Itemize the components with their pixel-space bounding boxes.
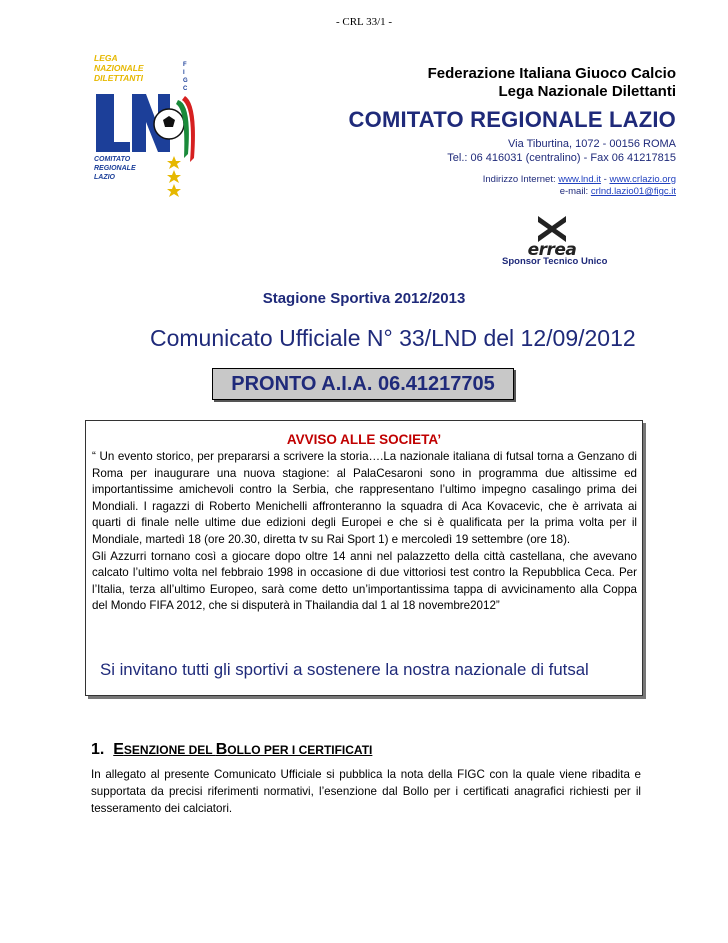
section-1-heading [91, 741, 372, 759]
svg-text:I: I [183, 70, 185, 76]
logo-text-regionale: REGIONALE [94, 165, 136, 172]
lega-name: Lega Nazionale Dilettanti [498, 83, 676, 100]
comunicato-title: Comunicato Ufficiale N° 33/LND del 12/09/2012 [150, 325, 636, 351]
avviso-text [92, 449, 637, 615]
avviso-paragraph-2: Gli Azzurri tornano così a giocare dopo oltre 14 anni nel palazzetto della città castellana, che avevano calcato l’ultimo volta nel febbraio 1998 in occasione di due vittoriosi test contro la Repubblica Ceca. Per l’Italia, terza all’ultimo Europeo, sarà come detto un’importantissima tappa di avvicinamento alla Coppa del Mondo FIFA 2012, che si disputerà in Thailandia dal 1 al 18 novembre2012” [92, 549, 637, 613]
svg-text:C: C [183, 86, 188, 92]
lnd-logo [88, 44, 200, 200]
web-separator: - [601, 174, 610, 185]
section-1-number: 1. [91, 741, 105, 758]
link-lnd[interactable]: www.lnd.it [558, 174, 602, 185]
avviso-paragraph-1: “ Un evento storico, per prepararsi a scrivere la storia….La nazionale italiana di futsal torna a Genzano di Roma per inaugurare una nuova stagione: al PalaCesaroni sono in programma due altissime ed importantissime amichevoli contro la Serbia, che rappresentano l’ultimo impegno casalingo prima dei Mondiali. I ragazzi di Roberto Menichelli affronteranno la squadra di Aca Kovacevic, che è arrivata ai quarti di finale nelle ultime due edizioni degli Europei e che si è qualificata per la prima volta per il Mondiale, martedì 18 (ore 20.30, diretta tv su Rai Sport 1) e mercoledì 19 settembre (ore 18). [92, 450, 637, 546]
federation-name: Federazione Italiana Giuoco Calcio [427, 65, 676, 82]
svg-text:F: F [183, 62, 187, 68]
email-prefix: e-mail: [559, 186, 591, 197]
logo-text-comitato: COMITATO [94, 156, 131, 163]
link-email[interactable]: crlnd.lazio01@figc.it [590, 186, 676, 197]
logo-text-dilettanti: DILETTANTI [94, 73, 143, 83]
page-number: - CRL 33/1 - [335, 16, 393, 28]
section-1-title: ESENZIONE DEL BOLLO PER I CERTIFICATI [113, 741, 373, 758]
logo-text-lazio: LAZIO [94, 174, 115, 181]
svg-text:G: G [183, 78, 188, 84]
pronto-aia-box: PRONTO A.I.A. 06.41217705 [212, 368, 514, 400]
errea-wordmark: errea [527, 240, 577, 260]
sponsor-label: Sponsor Tecnico Unico [502, 256, 608, 267]
web-prefix: Indirizzo Internet: [482, 174, 559, 185]
phone-fax: Tel.: 06 416031 (centralino) - Fax 06 41217815 [447, 152, 676, 164]
address: Via Tiburtina, 1072 - 00156 ROMA [508, 138, 676, 150]
link-crlazio[interactable]: www.crlazio.org [609, 174, 676, 185]
avviso-title: AVVISO ALLE SOCIETA’ [286, 432, 442, 447]
errea-mark-icon [502, 212, 602, 242]
season-title: Stagione Sportiva 2012/2013 [262, 290, 466, 307]
figc-vertical-text [183, 62, 188, 92]
section-1-body: In allegato al presente Comunicato Ufficiale si pubblica la nota della FIGC con la quale viene ribadita e supportata da precisi riferimenti normativi, l’esenzione dal Bollo per i certificati anagrafici richiesti per il tesseramento dei calciatori. [91, 768, 641, 815]
comitato-title: COMITATO REGIONALE LAZIO [348, 107, 676, 132]
avviso-invito: Si invitano tutti gli sportivi a sostenere la nostra nazionale di futsal [100, 660, 589, 679]
errea-logo [502, 212, 622, 260]
logo-text-lega: LEGA [94, 53, 118, 63]
email-line [560, 186, 676, 197]
logo-letter-l [96, 94, 130, 152]
logo-text-nazionale: NAZIONALE [94, 63, 144, 73]
logo-stars-icon [167, 156, 181, 197]
web-line [483, 174, 676, 185]
